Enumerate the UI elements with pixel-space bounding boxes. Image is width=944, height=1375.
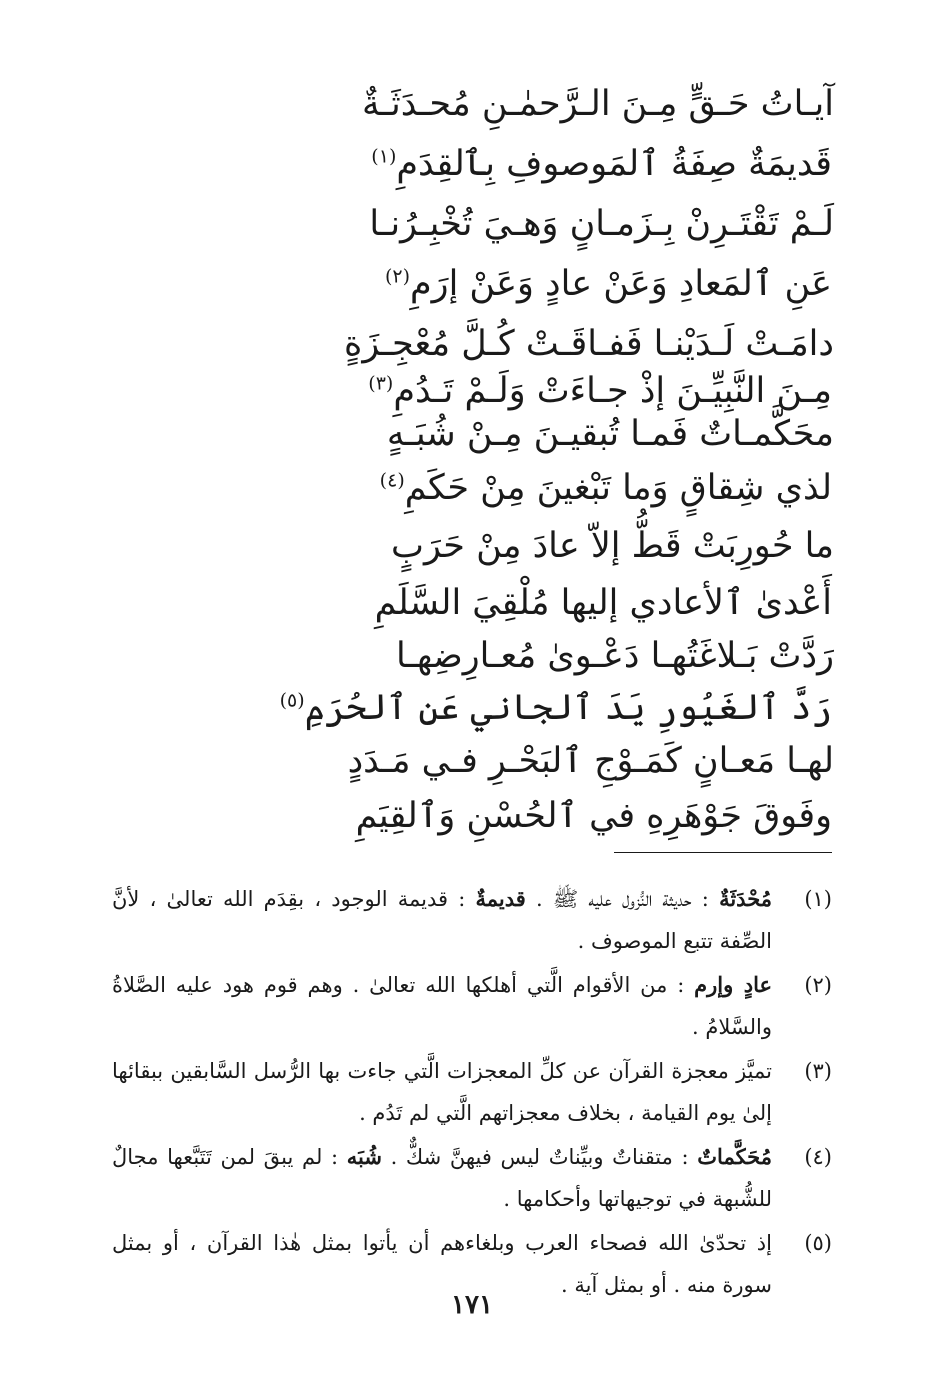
verse-text: أَعْدىٰ ٱلأعادي إليها مُلْقِيَ السَّلَمِ xyxy=(374,583,832,623)
footnote-mark: (٢) xyxy=(384,265,411,288)
verse-line-4 xyxy=(112,258,832,310)
footnote-number: (٣) xyxy=(804,1059,832,1083)
verse-line-7 xyxy=(114,408,834,460)
verse-line-3 xyxy=(114,198,834,250)
verse-text: عَنِ ٱلمَعادِ وَعَنْ عادٍ وَعَنْ إرَمِ xyxy=(410,264,832,304)
footnote-mark: (٣) xyxy=(368,372,394,395)
verse-text: لذي شِقاقٍ وَما تَبْغينَ مِنْ حَكَمِ xyxy=(404,468,832,508)
footnote-text: إذ تحدّىٰ الله فصحاء العرب وبلغاءهم أن يأتوا بمثل هٰذا القرآن ، أو بمثل سورة منه . أو بمثل آية . xyxy=(112,1231,772,1297)
verse-line-12 xyxy=(112,682,832,734)
verse-line-13 xyxy=(114,735,834,787)
verse-line-8 xyxy=(112,462,832,514)
verse-text: رَدَّ ٱلغَيُورِ يَدَ ٱلجاني عَنِ ٱلحُرَمِ xyxy=(304,688,832,728)
footnote-4 xyxy=(112,1136,832,1220)
footnote-term: عادٍ وإرم xyxy=(694,972,772,997)
footnote-text: تميَّز معجزة القرآن عن كلِّ المعجزات الَّتي جاءت بها الرُّسل السَّابقين ببقائها إلىٰ يوم القيامة ، بخلاف معجزاتهم الَّتي لم تَدُم . xyxy=(112,1059,772,1125)
footnote-2 xyxy=(112,964,832,1048)
verse-text: آيـاتُ حَـقٍّ مِـنَ الـرَّحمٰـنِ مُحـدَثَـةٌ xyxy=(361,84,834,124)
footnote-number: (٤) xyxy=(804,1145,832,1169)
verse-line-5 xyxy=(114,318,834,370)
footnote-term: شُبَه xyxy=(346,1144,382,1169)
verse-line-10 xyxy=(112,577,832,629)
footnote-text: : قديمة الوجود ، بقِدَم الله تعالىٰ ، لأنَّ الصِّفة تتبع الموصوف . xyxy=(112,887,772,953)
footnote-term: قديمةٌ xyxy=(475,886,526,911)
verse-line-11 xyxy=(114,630,834,682)
verse-text: رَدَّتْ بَـلاغَتُهـا دَعْـوىٰ مُعـارِضِهـا xyxy=(395,636,834,676)
footnote-term: مُحْدَثَةٌ xyxy=(719,886,772,911)
verse-text: قَديمَةٌ صِفَةُ ٱلمَوصوفِ بِٱلقِدَمِ xyxy=(396,144,832,184)
page-number: ١٧١ xyxy=(451,1290,493,1320)
verse-text: ما حُورِبَتْ قَطُّ إلاّ عادَ مِنْ حَرَبٍ xyxy=(391,526,834,566)
verse-text: وفَوقَ جَوْهَرِهِ في ٱلحُسْنِ وَٱلقِيَمِ xyxy=(355,796,832,836)
verse-text: لَـمْ تَقْتَـرِنْ بِـزَمـانٍ وَهـيَ تُخْبِـرُنـا xyxy=(369,204,834,244)
footnote-mark: (١) xyxy=(371,145,397,168)
footnote-term: مُحَكَّماتٌ xyxy=(697,1144,772,1169)
footnote-number: (٥) xyxy=(804,1231,832,1255)
verse-text: مِـنَ النَّبِيِّـنَ إذْ جـاءَتْ وَلَـمْ تَـدُمِ xyxy=(393,371,832,411)
verse-text: محَكَّمـاتٌ فَمـا تُبقيـنَ مِـنْ شُبَـهٍ xyxy=(386,414,834,454)
verse-line-2 xyxy=(112,138,832,190)
footnote-text: : متقناتٌ وبيِّناتٌ ليس فيهنَّ شكٌّ . xyxy=(381,1145,698,1169)
footnote-mark: (٥) xyxy=(279,689,305,712)
verse-text: لهـا مَعـانٍ كَمَـوْجِ ٱلبَحْـرِ فـي مَـدَدٍ xyxy=(347,741,834,781)
verse-line-9 xyxy=(114,520,834,572)
verse-text: دامَـتْ لَـدَيْنـا فَفـاقَـتْ كُـلَّ مُعْجِـزَةٍ xyxy=(344,324,834,364)
footnote-text: : حديثة النُّزول عليه ﷺ . xyxy=(525,887,720,911)
verse-line-1 xyxy=(114,78,834,130)
verse-line-14 xyxy=(112,790,832,842)
footnote-1 xyxy=(112,878,832,962)
footnote-3 xyxy=(112,1050,832,1134)
footnotes xyxy=(112,878,832,1308)
footnote-separator xyxy=(614,852,832,853)
footnote-number: (٢) xyxy=(804,973,832,997)
footnote-mark: (٤) xyxy=(379,469,405,492)
footnote-number: (١) xyxy=(804,887,832,911)
footnote-text: : من الأقوام الَّتي أهلكها الله تعالىٰ . وهم قوم هود عليه الصَّلاةُ والسَّلامُ . xyxy=(112,973,772,1039)
footnote-text: : لم يبقَ لمن تَتَبَّعها مجالٌ للشُّبهة في توجيهاتها وأحكامها . xyxy=(112,1145,772,1211)
